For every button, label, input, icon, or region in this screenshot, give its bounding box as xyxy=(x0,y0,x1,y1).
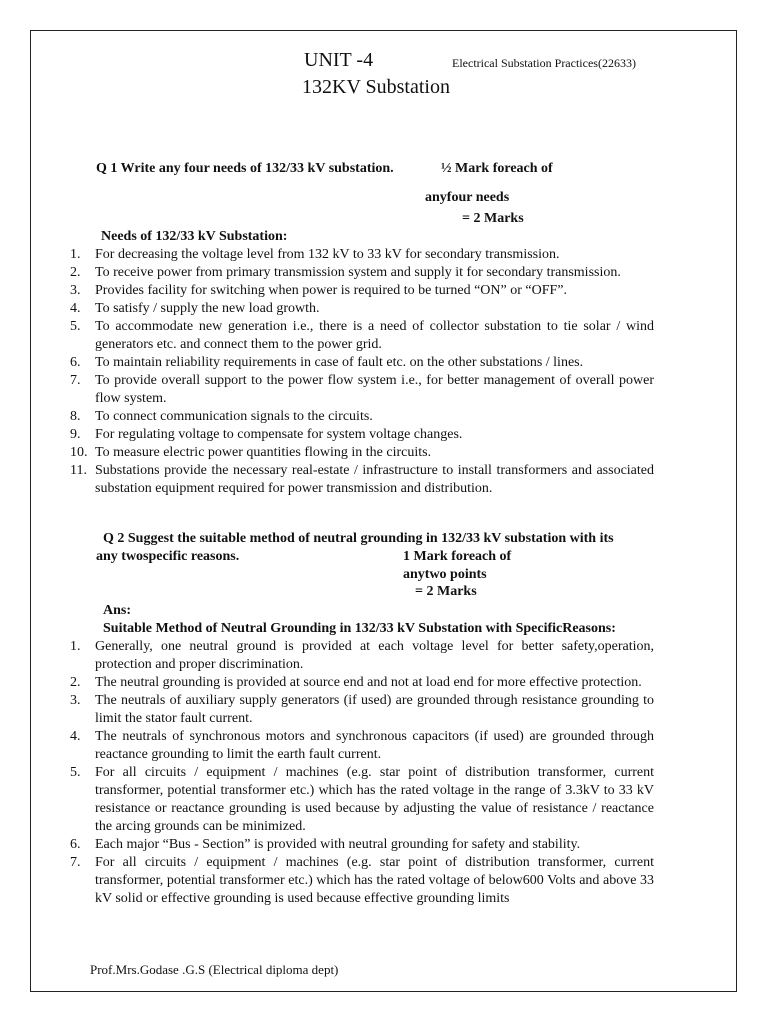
q2-marks-line3: = 2 Marks xyxy=(415,584,477,599)
list-item xyxy=(70,692,654,728)
item-number: 4. xyxy=(70,729,81,744)
item-text: To maintain reliability requirements in case of fault etc. on the other substations / lines. xyxy=(95,355,584,370)
item-number: 11. xyxy=(70,463,87,478)
footer-text: Prof.Mrs.Godase .G.S (Electrical diploma dept) xyxy=(90,962,339,977)
item-text: Substations provide the necessary real-estate / infrastructure to install transformers and associated substation equipment required for power transmission and distribution. xyxy=(95,463,654,496)
item-number: 3. xyxy=(70,693,81,708)
list-item xyxy=(70,354,654,372)
list-item xyxy=(70,462,654,498)
item-number: 6. xyxy=(70,355,81,370)
list-item xyxy=(70,408,654,426)
list-item xyxy=(70,300,654,318)
item-text: The neutrals of auxiliary supply generators (if used) are grounded through resistance grounding to limit the stator fault current. xyxy=(95,693,654,726)
unit-title: UNIT -4 xyxy=(304,49,374,71)
q2-question-line2: any twospecific reasons. xyxy=(96,549,240,564)
q1-question: Q 1 Write any four needs of 132/33 kV substation. xyxy=(96,161,394,176)
item-text: The neutrals of synchronous motors and synchronous capacitors (if used) are grounded through reactance grounding to limit the earth fault current. xyxy=(95,729,654,762)
list-item xyxy=(70,426,654,444)
item-text: The neutral grounding is provided at source end and not at load end for more effective protection. xyxy=(95,675,642,690)
item-text: For all circuits / equipment / machines (e.g. star point of distribution transformer, current transformer, potential transformer etc.) which has the rated voltage of below600 Volts and above 33 kV solid or effective grounding is used because effective grounding limits xyxy=(95,855,654,906)
item-text: To satisfy / supply the new load growth. xyxy=(95,301,320,316)
list-item xyxy=(70,674,654,692)
item-text: For decreasing the voltage level from 132 kV to 33 kV for secondary transmission. xyxy=(95,247,560,262)
item-text: To provide overall support to the power flow system i.e., for better management of overall power flow system. xyxy=(95,373,654,406)
q2-ans-label: Ans: xyxy=(103,603,132,618)
list-item xyxy=(70,854,654,908)
q2-heading: Suitable Method of Neutral Grounding in 132/33 kV Substation with SpecificReasons: xyxy=(103,621,616,636)
list-item xyxy=(70,264,654,282)
list-item xyxy=(70,246,654,264)
list-item xyxy=(70,638,654,674)
q1-list xyxy=(70,246,654,498)
q1-marks-line2: anyfour needs xyxy=(425,190,510,205)
item-number: 7. xyxy=(70,373,81,388)
item-text: Each major “Bus - Section” is provided with neutral grounding for safety and stability. xyxy=(95,837,581,852)
list-item xyxy=(70,372,654,408)
item-number: 10. xyxy=(70,445,88,460)
item-number: 8. xyxy=(70,409,81,424)
list-item xyxy=(70,318,654,354)
item-text: To connect communication signals to the circuits. xyxy=(95,409,373,424)
item-number: 2. xyxy=(70,265,81,280)
list-item xyxy=(70,282,654,300)
q1-heading: Needs of 132/33 kV Substation: xyxy=(101,229,288,244)
q1-marks-line1: ½ Mark foreach of xyxy=(441,161,553,176)
item-number: 5. xyxy=(70,319,81,334)
item-number: 4. xyxy=(70,301,81,316)
item-text: Generally, one neutral ground is provided at each voltage level for better safety,operation, protection and proper discrimination. xyxy=(95,639,654,672)
item-text: For all circuits / equipment / machines (e.g. star point of distribution transformer, current transformer, potential transformer etc.) which has the rated voltage in the range of 3.3kV to 33 kV resistance or reactance grounding is used because by adjusting the value of resistance / reactance the arcing grounds can be minimized. xyxy=(95,765,654,834)
q2-marks-line1: 1 Mark foreach of xyxy=(403,549,512,564)
item-text: For regulating voltage to compensate for system voltage changes. xyxy=(95,427,463,442)
item-number: 9. xyxy=(70,427,81,442)
item-text: To receive power from primary transmission system and supply it for secondary transmission. xyxy=(95,265,621,280)
item-text: Provides facility for switching when power is required to be turned “ON” or “OFF”. xyxy=(95,283,567,298)
list-item xyxy=(70,764,654,836)
item-text: To accommodate new generation i.e., there is a need of collector substation to tie solar / wind generators etc. and connect them to the power grid. xyxy=(95,319,654,352)
page-subtitle: 132KV Substation xyxy=(302,76,450,98)
q2-marks-line2: anytwo points xyxy=(403,567,487,582)
list-item xyxy=(70,444,654,462)
item-number: 3. xyxy=(70,283,81,298)
item-number: 1. xyxy=(70,247,81,262)
item-number: 5. xyxy=(70,765,81,780)
item-number: 2. xyxy=(70,675,81,690)
item-number: 6. xyxy=(70,837,81,852)
item-number: 1. xyxy=(70,639,81,654)
q1-marks-line3: = 2 Marks xyxy=(462,211,524,226)
item-text: To measure electric power quantities flowing in the circuits. xyxy=(95,445,432,460)
item-number: 7. xyxy=(70,855,81,870)
course-name: Electrical Substation Practices(22633) xyxy=(452,56,636,70)
q2-question-line1: Q 2 Suggest the suitable method of neutral grounding in 132/33 kV substation with its xyxy=(103,531,614,546)
list-item xyxy=(70,836,654,854)
list-item xyxy=(70,728,654,764)
q2-list xyxy=(70,638,654,908)
